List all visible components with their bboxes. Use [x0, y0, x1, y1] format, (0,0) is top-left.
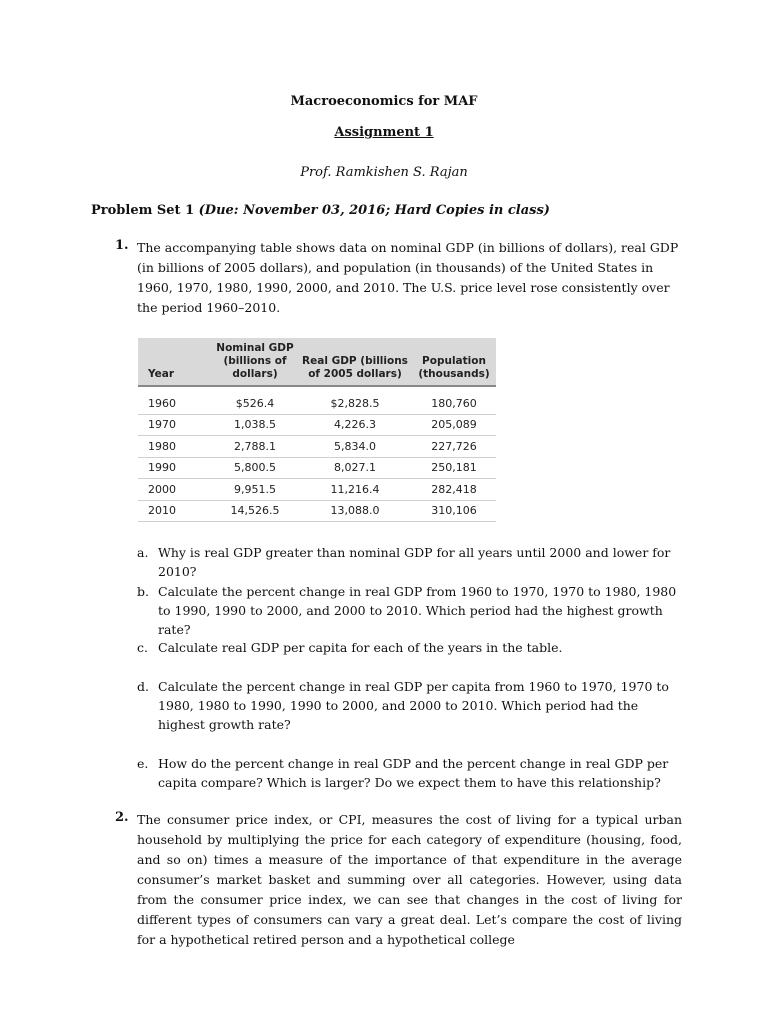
question-1-text: The accompanying table shows data on nominal GDP (in billions of dollars), real GDP (in billions of 2005 dollars), and population (in thousands) of the United States in 1960, 1970, 1980, 1990, 2000, and 2010. The U.S. price level rose consistently over the period 1960–2010.	[137, 240, 679, 315]
cell-year: 1990	[138, 457, 212, 479]
table-row	[138, 386, 496, 414]
subquestion-text: Calculate the percent change in real GDP from 1960 to 1970, 1970 to 1980, 1980 to 1990, 1990 to 2000, and 2000 to 2010. Which period had the highest growth rate?	[158, 584, 677, 637]
cell-nominal-gdp: 5,800.5	[212, 457, 298, 479]
cell-nominal-gdp: 1,038.5	[212, 414, 298, 436]
cell-real-gdp: 8,027.1	[298, 457, 412, 479]
col-header-year: Year	[138, 338, 212, 386]
cell-year: 2000	[138, 479, 212, 501]
table-row	[138, 414, 496, 436]
question-1-number: 1.	[115, 238, 129, 253]
subquestion-label: a.	[137, 545, 149, 560]
cell-population: 227,726	[412, 436, 496, 458]
subquestion-label: b.	[137, 584, 149, 599]
cell-nominal-gdp: $526.4	[212, 386, 298, 414]
table-header-row	[138, 338, 496, 386]
problem-set-heading	[91, 203, 550, 218]
question-2-number: 2.	[115, 810, 129, 825]
subquestion-text: Calculate the percent change in real GDP per capita from 1960 to 1970, 1970 to 1980, 1980 to 1990, 1990 to 2000, and 2000 to 2010. Which period had the highest growth rate?	[158, 679, 669, 732]
cell-year: 1970	[138, 414, 212, 436]
col-header-population: Population (thousands)	[412, 338, 496, 386]
table-row	[138, 436, 496, 458]
cell-nominal-gdp: 2,788.1	[212, 436, 298, 458]
cell-real-gdp: 11,216.4	[298, 479, 412, 501]
problem-set-label: Problem Set 1	[91, 203, 195, 218]
cell-population: 180,760	[412, 386, 496, 414]
subquestion-text: Calculate real GDP per capita for each of the years in the table.	[158, 640, 563, 655]
cell-population: 310,106	[412, 500, 496, 522]
cell-real-gdp: 4,226.3	[298, 414, 412, 436]
table-row	[138, 457, 496, 479]
professor-name: Prof. Ramkishen S. Rajan	[300, 165, 468, 180]
cell-nominal-gdp: 14,526.5	[212, 500, 298, 522]
cell-population: 250,181	[412, 457, 496, 479]
document-title: Macroeconomics for MAF	[290, 94, 478, 109]
col-header-nominal-gdp: Nominal GDP (billions of dollars)	[212, 338, 298, 386]
col-header-real-gdp: Real GDP (billions of 2005 dollars)	[298, 338, 412, 386]
table-row	[138, 479, 496, 501]
cell-population: 205,089	[412, 414, 496, 436]
cell-year: 2010	[138, 500, 212, 522]
table-row	[138, 500, 496, 522]
subquestion-a	[137, 543, 682, 581]
subquestion-d	[137, 677, 682, 734]
subquestion-label: d.	[137, 679, 149, 694]
subquestion-text: How do the percent change in real GDP and the percent change in real GDP per capita compare? Which is larger? Do we expect them to have this relationship?	[158, 756, 669, 790]
subquestion-label: c.	[137, 640, 148, 655]
subquestion-label: e.	[137, 756, 149, 771]
cell-year: 1980	[138, 436, 212, 458]
cell-real-gdp: 5,834.0	[298, 436, 412, 458]
cell-nominal-gdp: 9,951.5	[212, 479, 298, 501]
question-2-text: The consumer price index, or CPI, measures the cost of living for a typical urban household by multiplying the price for each category of expenditure (housing, food, and so on) times a measure of the importance of that expenditure in the average consumer’s market basket and summing over all categories. However, using data from the consumer price index, we can see that changes in the cost of living for different types of consumers can vary a great deal. Let’s compare the cost of living for a hypothetical retired person and a hypothetical college	[137, 812, 682, 947]
due-date: (Due: November 03, 2016; Hard Copies in class)	[198, 203, 550, 218]
subquestion-text: Why is real GDP greater than nominal GDP for all years until 2000 and lower for 2010?	[158, 545, 671, 579]
gdp-table	[138, 338, 496, 522]
cell-population: 282,418	[412, 479, 496, 501]
subquestion-e	[137, 754, 682, 792]
subquestion-c	[137, 638, 682, 657]
cell-real-gdp: $2,828.5	[298, 386, 412, 414]
cell-year: 1960	[138, 386, 212, 414]
assignment-title: Assignment 1	[334, 125, 434, 140]
cell-real-gdp: 13,088.0	[298, 500, 412, 522]
subquestion-b	[137, 582, 682, 639]
